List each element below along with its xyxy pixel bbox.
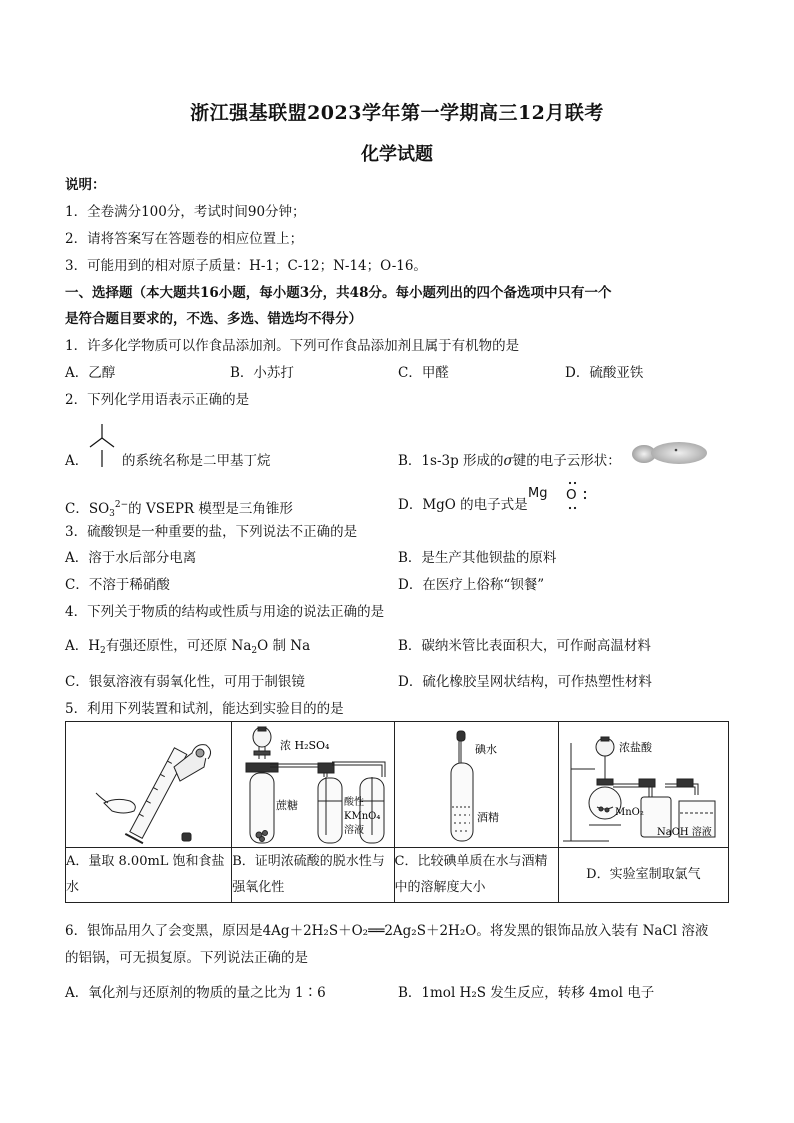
sugar-dehydration-apparatus-icon xyxy=(232,723,392,847)
q3-option-d: D．在医疗上俗称“钡餐” xyxy=(398,577,545,593)
q6-option-b: B．1mol H₂S 发生反应，转移 4mol 电子 xyxy=(398,985,655,1001)
q3-option-c: C．不溶于稀硝酸 xyxy=(65,577,170,593)
q2-option-b-text1: B．1s-3p 形成的 xyxy=(398,453,504,469)
q3-option-a: A．溶于水后部分电离 xyxy=(65,550,197,566)
apparatus-a-caption: A．量取 8.00mL 饱和食盐水 xyxy=(66,848,232,903)
q1-option-c: C．甲醛 xyxy=(398,365,449,381)
q2-stem: 2．下列化学用语表示正确的是 xyxy=(65,392,250,408)
apparatus-a-cell xyxy=(66,722,232,848)
label-conc-hcl: 浓盐酸 xyxy=(618,740,652,754)
label-sugar: 蔗糖 xyxy=(276,798,299,812)
q1-stem: 1．许多化学物质可以作食品添加剂。下列可作食品添加剂且属于有机物的是 xyxy=(65,338,520,354)
q6-line1: 6．银饰品用久了会变黑，原因是4Ag＋2H₂S＋O₂══2Ag₂S＋2H₂O。将发黑的银饰品放入装有 NaCl 溶液 xyxy=(65,923,709,939)
label-naoh: NaOH 溶液 xyxy=(656,826,712,838)
graduated-cylinder-pouring-icon xyxy=(66,723,230,847)
label-iodine-water: 碘水 xyxy=(474,742,497,756)
section1-line2: 是符合题目要求的，不选、多选、错选均不得分） xyxy=(65,311,362,327)
mgo-electron-formula xyxy=(528,484,547,504)
q2-option-d: D．MgO 的电子式是 xyxy=(398,497,528,513)
q1-option-b: B．小苏打 xyxy=(230,365,294,381)
q2-option-a-label: A． xyxy=(65,453,89,469)
oxygen-symbol: O xyxy=(566,487,577,503)
mg-symbol: Mg xyxy=(528,486,548,501)
q6-option-a: A．氧化剂与还原剂的物质的量之比为 1∶6 xyxy=(65,985,326,1001)
electron-cloud-icon xyxy=(630,441,708,467)
label-alcohol: 酒精 xyxy=(476,810,499,824)
q6-line2: 的铝锅，可无损复原。下列说法正确的是 xyxy=(65,950,308,966)
q2-option-c: C．$SO_3^{2-}$的 VSEPR 模型是三角锥形 xyxy=(65,500,293,519)
note-2: 2．请将答案写在答题卷的相应位置上； xyxy=(65,231,304,247)
reaction-equation: 4Ag＋2H₂S＋O₂══2Ag₂S＋2H₂O xyxy=(262,923,477,939)
q5-stem: 5．利用下列装置和试剂，能达到实验目的的是 xyxy=(65,701,344,717)
label-kmno4-3: 溶液 xyxy=(344,824,365,836)
apparatus-b-cell xyxy=(232,722,394,848)
iodine-solubility-apparatus-icon xyxy=(395,723,557,847)
q4-stem: 4．下列关于物质的结构或性质与用途的说法正确的是 xyxy=(65,604,385,620)
q1-option-d: D．硫酸亚铁 xyxy=(565,365,644,381)
q4-option-d: D．硫化橡胶呈网状结构，可作热塑性材料 xyxy=(398,674,652,690)
subject-title: 化学试题 xyxy=(361,144,433,165)
apparatus-b-caption: B．证明浓硫酸的脱水性与强氧化性 xyxy=(232,848,394,903)
label-mno2: MnO₂ xyxy=(614,806,644,818)
note-3: 3．可能用到的相对原子质量：H-1；C-12；N-14；O-16。 xyxy=(65,258,427,274)
apparatus-d-cell xyxy=(558,722,728,848)
skeletal-formula-icon xyxy=(84,420,124,470)
q1-option-a: A．乙醇 xyxy=(65,365,116,381)
label-kmno4-2: KMnO₄ xyxy=(344,810,381,822)
notes-label: 说明： xyxy=(65,177,106,193)
q2-option-a-text: 的系统名称是二甲基丁烷 xyxy=(122,453,271,469)
chlorine-preparation-apparatus-icon xyxy=(559,723,727,847)
sigma-symbol: σ xyxy=(503,453,513,469)
q3-stem: 3．硫酸钡是一种重要的盐，下列说法不正确的是 xyxy=(65,524,358,540)
apparatus-c-caption: C．比较碘单质在水与酒精中的溶解度大小 xyxy=(394,848,558,903)
apparatus-d-caption: D．实验室制取氯气 xyxy=(558,848,728,903)
apparatus-table xyxy=(65,721,729,903)
label-kmno4-1: 酸性 xyxy=(344,796,365,808)
section1-line1: 一、选择题（本大题共16小题，每小题3分，共48分。每小题列出的四个备选项中只有一个 xyxy=(65,285,612,301)
q4-option-b: B．碳纳米管比表面积大，可作耐高温材料 xyxy=(398,638,651,654)
q2-option-b xyxy=(398,451,621,471)
note-1: 1．全卷满分100分，考试时间90分钟； xyxy=(65,204,306,220)
q3-option-b: B．是生产其他钡盐的原料 xyxy=(398,550,557,566)
apparatus-c-cell xyxy=(394,722,558,848)
exam-title: 浙江强基联盟2023学年第一学期高三12月联考 xyxy=(190,102,604,124)
q2-option-b-text2: 键的电子云形状： xyxy=(512,453,621,469)
label-conc-h2so4: 浓 H₂SO₄ xyxy=(280,738,330,752)
q4-option-a: A．$H_2$有强还原性，可还原 $Na_2O$ 制 Na xyxy=(65,638,311,656)
q4-option-c: C．银氨溶液有弱氧化性，可用于制银镜 xyxy=(65,674,305,690)
